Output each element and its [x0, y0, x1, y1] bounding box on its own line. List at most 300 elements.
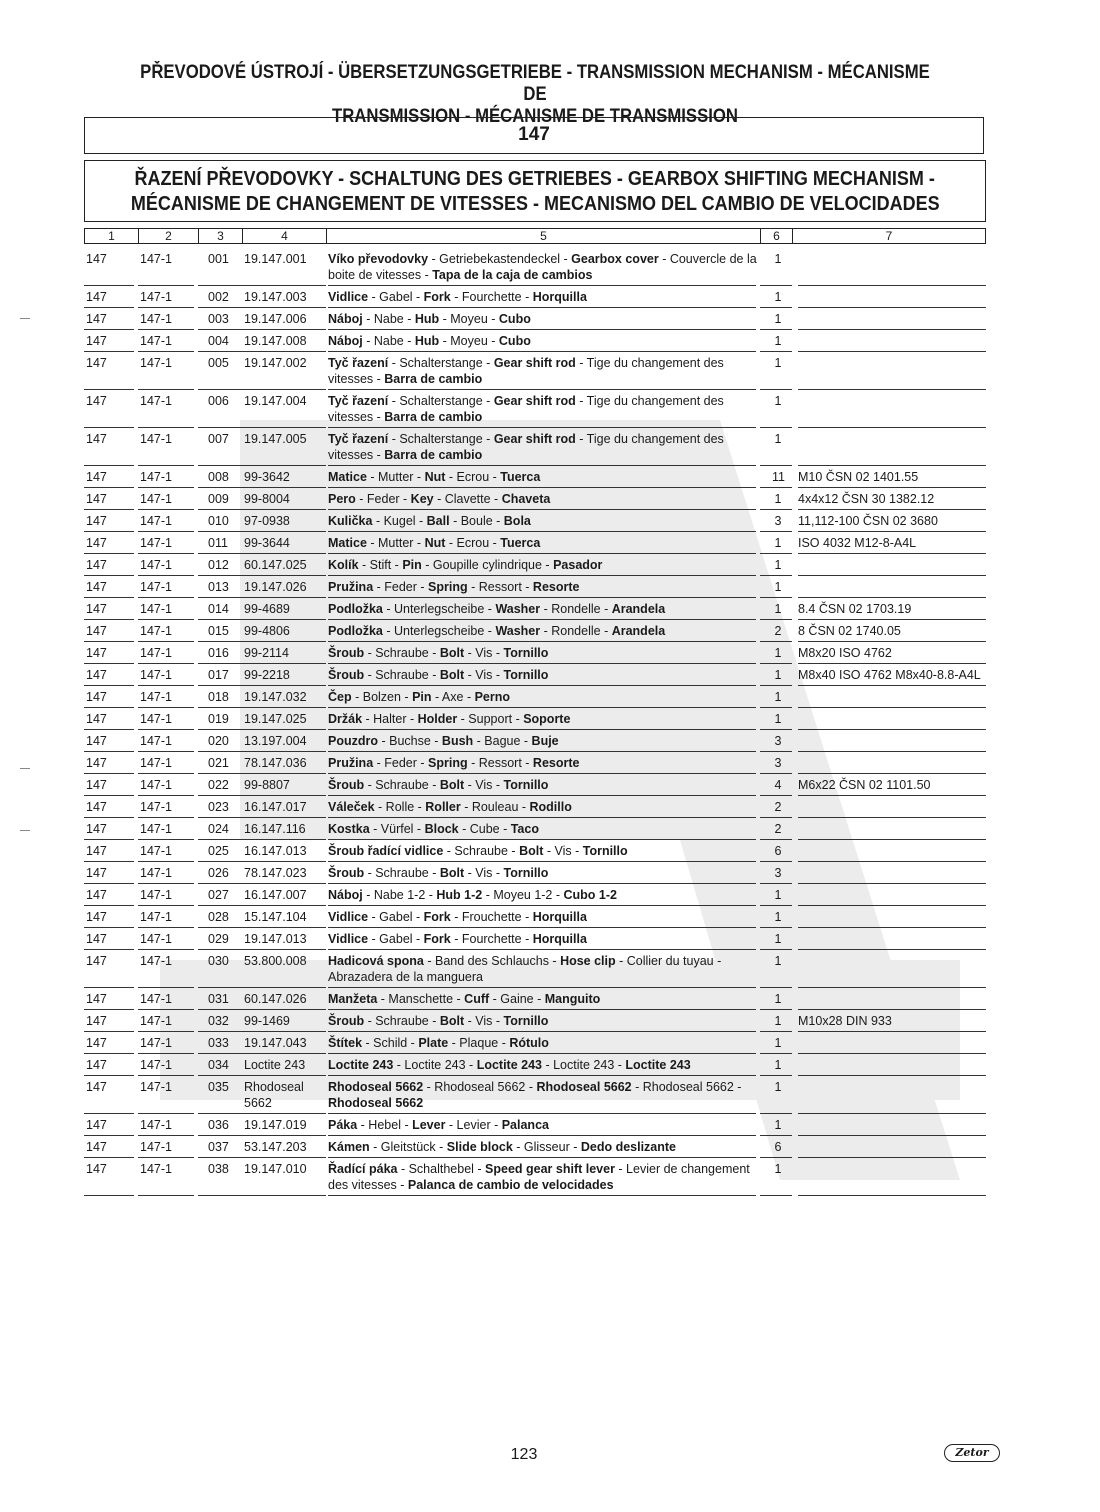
cell-subgroup: 147-1 — [140, 954, 172, 968]
cell-part-number: 15.147.104 — [244, 910, 307, 924]
description-term: - Rhodoseal 5662 - — [631, 1080, 742, 1094]
description-bold-term: Gear shift rod — [493, 394, 576, 408]
description-term: - Tige du changement des vitesses - — [328, 356, 724, 386]
description-bold-term: Pero — [328, 492, 356, 506]
cell-quantity: 2 — [774, 624, 782, 638]
description-bold-term: Hub 1-2 — [436, 888, 483, 902]
cell-note: M10x28 DIN 933 — [798, 1014, 892, 1028]
cell-part-number: 53.800.008 — [244, 954, 307, 968]
cell-description — [328, 289, 758, 305]
description-term: - Unterlegscheibe - — [382, 624, 496, 638]
description-bold-term: Šroub — [328, 866, 365, 880]
description-term: - Feder - — [355, 492, 411, 506]
cell-group: 147 — [86, 252, 107, 266]
cell-note: M10 ČSN 02 1401.55 — [798, 470, 919, 484]
table-row — [84, 988, 986, 1010]
description-bold-term: Barra de cambio — [384, 372, 483, 386]
cell-quantity: 2 — [774, 822, 782, 836]
cell-description — [328, 711, 758, 727]
description-term: - Moyeu - — [439, 312, 499, 326]
cell-quantity: 1 — [774, 646, 782, 660]
cell-part-number: 19.147.008 — [244, 334, 307, 348]
table-row — [84, 1054, 986, 1076]
description-bold-term: Loctite 243 — [476, 1058, 542, 1072]
cell-quantity: 1 — [774, 1118, 782, 1132]
description-bold-term: Šroub řadící vidlice — [328, 844, 444, 858]
cell-quantity: 1 — [774, 1014, 782, 1028]
cell-group: 147 — [86, 646, 107, 660]
description-bold-term: Bush — [441, 734, 474, 748]
row-underline — [798, 1195, 986, 1196]
cell-position: 020 — [208, 734, 229, 748]
cell-group: 147 — [86, 492, 107, 506]
cell-subgroup: 147-1 — [140, 252, 172, 266]
table-row — [84, 950, 986, 988]
cell-group: 147 — [86, 822, 107, 836]
subsection-title-line-2: MÉCANISME DE CHANGEMENT DE VITESSES - MECANISMO DEL CAMBIO DE VELOCIDADES — [130, 193, 940, 215]
description-bold-term: Cuff — [464, 992, 490, 1006]
cell-description — [328, 1079, 758, 1111]
description-term: - Gabel - — [368, 290, 424, 304]
table-row — [84, 708, 986, 730]
cell-part-number: 19.147.019 — [244, 1118, 307, 1132]
description-bold-term: Rótulo — [509, 1036, 549, 1050]
description-term: - Nabe 1-2 - — [362, 888, 437, 902]
cell-quantity: 1 — [774, 558, 782, 572]
cell-group: 147 — [86, 602, 107, 616]
cell-quantity: 1 — [774, 334, 782, 348]
description-term: - Gaine - — [489, 992, 545, 1006]
cell-group: 147 — [86, 888, 107, 902]
cell-group: 147 — [86, 312, 107, 326]
cell-subgroup: 147-1 — [140, 866, 172, 880]
table-row — [84, 818, 986, 840]
table-row — [84, 352, 986, 390]
row-underline — [760, 1195, 792, 1196]
description-bold-term: Pin — [402, 558, 422, 572]
cell-description — [328, 513, 758, 529]
cell-quantity: 1 — [774, 910, 782, 924]
description-term: - Feder - — [373, 580, 429, 594]
description-bold-term: Vidlice — [328, 910, 369, 924]
cell-position: 027 — [208, 888, 229, 902]
cell-description — [328, 311, 758, 327]
description-term: - Schraube - — [364, 668, 440, 682]
table-row — [84, 308, 986, 330]
description-term: - Vis - — [543, 844, 583, 858]
table-row — [84, 928, 986, 950]
cell-subgroup: 147-1 — [140, 712, 172, 726]
description-bold-term: Bolt — [439, 668, 465, 682]
cell-description — [328, 557, 758, 573]
cell-quantity: 4 — [774, 778, 782, 792]
column-header-3: 3 — [199, 229, 243, 243]
cell-part-number: 16.147.007 — [244, 888, 307, 902]
cell-subgroup: 147-1 — [140, 1058, 172, 1072]
cell-quantity: 1 — [774, 312, 782, 326]
cell-position: 003 — [208, 312, 229, 326]
description-bold-term: Tornillo — [582, 844, 628, 858]
description-bold-term: Hub — [414, 312, 440, 326]
description-term: - Glisseur - — [512, 1140, 581, 1154]
cell-position: 014 — [208, 602, 229, 616]
cell-description — [328, 535, 758, 551]
description-bold-term: Tapa de la caja de cambios — [432, 268, 593, 282]
description-term: - Axe - — [431, 690, 475, 704]
cell-subgroup: 147-1 — [140, 646, 172, 660]
cell-subgroup: 147-1 — [140, 888, 172, 902]
cell-part-number: 99-2114 — [244, 646, 289, 660]
cell-note: 11,112-100 ČSN 02 3680 — [798, 514, 938, 528]
description-bold-term: Rhodoseal 5662 — [536, 1080, 632, 1094]
cell-quantity: 3 — [774, 514, 782, 528]
column-header-2: 2 — [139, 229, 199, 243]
description-bold-term: Dedo deslizante — [580, 1140, 677, 1154]
cell-description — [328, 601, 758, 617]
cell-note: M8x20 ISO 4762 — [798, 646, 892, 660]
description-bold-term: Block — [424, 822, 459, 836]
description-bold-term: Pružina — [328, 756, 374, 770]
description-bold-term: Horquilla — [532, 910, 587, 924]
description-term: - Schalterstange - — [388, 432, 494, 446]
description-bold-term: Bolt — [439, 646, 465, 660]
description-term: - Mutter - — [366, 536, 425, 550]
table-row — [84, 576, 986, 598]
cell-position: 030 — [208, 954, 229, 968]
cell-description — [328, 755, 758, 771]
cell-group: 147 — [86, 800, 107, 814]
description-term: - Tige du changement des vitesses - — [328, 432, 724, 462]
cell-group: 147 — [86, 690, 107, 704]
cell-subgroup: 147-1 — [140, 580, 172, 594]
table-row — [84, 1010, 986, 1032]
cell-group: 147 — [86, 536, 107, 550]
cell-part-number: 99-3644 — [244, 536, 290, 550]
cell-position: 010 — [208, 514, 229, 528]
cell-quantity: 1 — [774, 492, 782, 506]
table-row — [84, 884, 986, 906]
cell-part-number: 53.147.203 — [244, 1140, 307, 1154]
description-term: - Halter - — [362, 712, 418, 726]
description-term: - Schraube - — [364, 1014, 440, 1028]
description-term: - Couvercle de la boite de vitesses - — [328, 252, 757, 282]
description-term: - Vis - — [464, 1014, 504, 1028]
table-row — [84, 774, 986, 796]
description-bold-term: Cubo — [498, 312, 531, 326]
cell-group: 147 — [86, 1162, 107, 1176]
cell-part-number: 19.147.001 — [244, 252, 307, 266]
cell-description — [328, 991, 758, 1007]
subsection-title-box — [84, 160, 986, 222]
cell-part-number: 99-4806 — [244, 624, 290, 638]
zetor-logo — [944, 1444, 1000, 1462]
description-term: - Tige du changement des vitesses - — [328, 394, 724, 424]
cell-description — [328, 887, 758, 903]
cell-subgroup: 147-1 — [140, 1036, 172, 1050]
description-term: - Hebel - — [357, 1118, 413, 1132]
cell-part-number: 19.147.026 — [244, 580, 307, 594]
description-bold-term: Tyč řazení — [328, 356, 389, 370]
table-row — [84, 686, 986, 708]
cell-group: 147 — [86, 844, 107, 858]
description-bold-term: Lever — [412, 1118, 446, 1132]
cell-position: 005 — [208, 356, 229, 370]
description-bold-term: Tuerca — [500, 536, 541, 550]
description-term: - Schalterstange - — [388, 394, 494, 408]
cell-quantity: 1 — [774, 536, 782, 550]
description-term: - Frouchette - — [450, 910, 533, 924]
table-row — [84, 752, 986, 774]
description-bold-term: Podložka — [328, 602, 383, 616]
description-bold-term: Šroub — [328, 1014, 365, 1028]
cell-note: ISO 4032 M12-8-A4L — [798, 536, 917, 550]
description-term: - Bague - — [473, 734, 532, 748]
page-title-line-1: PŘEVODOVÉ ÚSTROJÍ - ÜBERSETZUNGSGETRIEBE - TRANSMISSION MECHANISM - MÉCANISME DE — [140, 62, 930, 105]
description-bold-term: Náboj — [328, 312, 363, 326]
cell-quantity: 1 — [774, 712, 782, 726]
cell-group: 147 — [86, 910, 107, 924]
table-row — [84, 510, 986, 532]
cell-position: 021 — [208, 756, 229, 770]
cell-quantity: 6 — [774, 844, 782, 858]
description-bold-term: Ball — [426, 514, 450, 528]
cell-position: 025 — [208, 844, 229, 858]
description-term: - Moyeu - — [439, 334, 499, 348]
table-row — [84, 1114, 986, 1136]
description-term: - Schraube - — [364, 866, 440, 880]
cell-description — [328, 1139, 758, 1155]
cell-subgroup: 147-1 — [140, 1118, 172, 1132]
table-row — [84, 1076, 986, 1114]
description-term: - Schraube - — [364, 646, 440, 660]
cell-group: 147 — [86, 394, 107, 408]
cell-quantity: 1 — [774, 252, 782, 266]
description-term: - Loctite 243 - — [393, 1058, 477, 1072]
description-bold-term: Spring — [428, 756, 468, 770]
description-term: - Schraube - — [364, 778, 440, 792]
cell-part-number: 99-1469 — [244, 1014, 290, 1028]
cell-description — [328, 431, 758, 463]
cell-group: 147 — [86, 734, 107, 748]
description-bold-term: Pružina — [328, 580, 374, 594]
cell-description — [328, 393, 758, 425]
cell-description — [328, 953, 758, 985]
cell-description — [328, 251, 758, 283]
description-term: - Gabel - — [368, 932, 424, 946]
cell-description — [328, 355, 758, 387]
cell-group: 147 — [86, 514, 107, 528]
description-bold-term: Vidlice — [328, 290, 369, 304]
cell-part-number: 19.147.013 — [244, 932, 307, 946]
cell-quantity: 1 — [774, 932, 782, 946]
description-bold-term: Barra de cambio — [384, 410, 483, 424]
cell-group: 147 — [86, 290, 107, 304]
description-bold-term: Nut — [424, 470, 446, 484]
cell-quantity: 1 — [774, 954, 782, 968]
table-row — [84, 642, 986, 664]
cell-part-number: 13.197.004 — [244, 734, 307, 748]
cell-subgroup: 147-1 — [140, 1140, 172, 1154]
cell-quantity: 3 — [774, 866, 782, 880]
description-bold-term: Speed gear shift lever — [485, 1162, 615, 1176]
description-term: - Ecrou - — [445, 536, 501, 550]
cell-group: 147 — [86, 932, 107, 946]
cell-subgroup: 147-1 — [140, 536, 172, 550]
description-bold-term: Vidlice — [328, 932, 369, 946]
description-bold-term: Šroub — [328, 646, 365, 660]
cell-quantity: 1 — [774, 1036, 782, 1050]
description-bold-term: Pasador — [553, 558, 603, 572]
column-header-4: 4 — [243, 229, 327, 243]
description-bold-term: Podložka — [328, 624, 383, 638]
cell-part-number: 16.147.116 — [244, 822, 306, 836]
description-bold-term: Chaveta — [501, 492, 551, 506]
description-term: - Cube - — [458, 822, 511, 836]
cell-group: 147 — [86, 580, 107, 594]
cell-group: 147 — [86, 1118, 107, 1132]
cell-part-number: 19.147.004 — [244, 394, 307, 408]
cell-group: 147 — [86, 558, 107, 572]
margin-mark — [20, 830, 30, 831]
cell-position: 019 — [208, 712, 229, 726]
cell-group: 147 — [86, 1014, 107, 1028]
margin-mark — [20, 318, 30, 319]
cell-position: 034 — [208, 1058, 229, 1072]
cell-part-number: 99-4689 — [244, 602, 290, 616]
cell-subgroup: 147-1 — [140, 822, 172, 836]
description-term: - Vürfel - — [369, 822, 425, 836]
description-term: - Rondelle - — [540, 624, 612, 638]
cell-part-number: Loctite 243 — [244, 1058, 306, 1072]
table-row — [84, 598, 986, 620]
description-term: - Schalthebel - — [397, 1162, 486, 1176]
cell-description — [328, 1057, 758, 1073]
parts-table — [84, 248, 986, 1196]
description-bold-term: Tornillo — [503, 778, 549, 792]
cell-part-number: 19.147.002 — [244, 356, 307, 370]
cell-group: 147 — [86, 1058, 107, 1072]
row-underline — [198, 1195, 242, 1196]
cell-position: 033 — [208, 1036, 229, 1050]
description-bold-term: Tornillo — [503, 668, 549, 682]
cell-subgroup: 147-1 — [140, 602, 172, 616]
description-term: - Plaque - — [448, 1036, 510, 1050]
page-title-line-2: TRANSMISSION - MÉCANISME DE TRANSMISSION — [332, 106, 738, 127]
description-term: - Schalterstange - — [388, 356, 494, 370]
cell-description — [328, 799, 758, 815]
cell-description — [328, 1117, 758, 1133]
column-header-7: 7 — [885, 229, 893, 243]
description-bold-term: Bola — [503, 514, 531, 528]
description-term: - Boule - — [449, 514, 504, 528]
cell-group: 147 — [86, 668, 107, 682]
description-bold-term: Roller — [425, 800, 461, 814]
description-term: - Vis - — [464, 668, 504, 682]
table-row — [84, 796, 986, 818]
cell-position: 001 — [208, 252, 229, 266]
cell-group: 147 — [86, 954, 107, 968]
description-bold-term: Kámen — [328, 1140, 370, 1154]
table-row — [84, 488, 986, 510]
column-header-row — [84, 228, 986, 244]
cell-part-number: 19.147.043 — [244, 1036, 307, 1050]
cell-description — [328, 579, 758, 595]
description-bold-term: Resorte — [532, 756, 580, 770]
description-term: - Clavette - — [433, 492, 502, 506]
description-bold-term: Hub — [414, 334, 440, 348]
cell-subgroup: 147-1 — [140, 1080, 172, 1094]
row-underline — [138, 1195, 194, 1196]
description-term: - Loctite 243 - — [542, 1058, 626, 1072]
description-term: - Mutter - — [366, 470, 425, 484]
description-term: - Nabe - — [362, 312, 415, 326]
cell-note: 4x4x12 ČSN 30 1382.12 — [798, 492, 935, 506]
description-bold-term: Slide block — [446, 1140, 513, 1154]
description-bold-term: Arandela — [611, 624, 666, 638]
cell-part-number: 19.147.032 — [244, 690, 307, 704]
cell-quantity: 1 — [774, 690, 782, 704]
margin-mark — [20, 768, 30, 769]
description-bold-term: Pouzdro — [328, 734, 378, 748]
description-term: - Schraube - — [443, 844, 520, 858]
description-term: - Getriebekastendeckel - — [428, 252, 572, 266]
description-bold-term: Palanca de cambio de velocidades — [407, 1178, 614, 1192]
description-bold-term: Key — [410, 492, 434, 506]
description-term: - Collier du tuyau - Abrazadera de la manguera — [328, 954, 722, 984]
description-term: - Moyeu 1-2 - — [482, 888, 564, 902]
cell-quantity: 1 — [774, 580, 782, 594]
cell-position: 008 — [208, 470, 229, 484]
cell-quantity: 2 — [774, 800, 782, 814]
cell-part-number: 19.147.005 — [244, 432, 307, 446]
cell-position: 035 — [208, 1080, 229, 1094]
description-bold-term: Tornillo — [503, 1014, 549, 1028]
table-row — [84, 730, 986, 752]
description-term: - Support - — [457, 712, 524, 726]
subsection-title-line-1: ŘAZENÍ PŘEVODOVKY - SCHALTUNG DES GETRIEBES - GEARBOX SHIFTING MECHANISM - — [134, 168, 936, 190]
description-bold-term: Šroub — [328, 668, 365, 682]
description-bold-term: Páka — [328, 1118, 358, 1132]
table-row — [84, 840, 986, 862]
description-bold-term: Cubo 1-2 — [563, 888, 617, 902]
cell-position: 006 — [208, 394, 229, 408]
cell-quantity: 1 — [774, 290, 782, 304]
description-bold-term: Loctite 243 — [328, 1058, 394, 1072]
cell-subgroup: 147-1 — [140, 394, 172, 408]
cell-subgroup: 147-1 — [140, 558, 172, 572]
cell-subgroup: 147-1 — [140, 778, 172, 792]
cell-description — [328, 623, 758, 639]
description-bold-term: Náboj — [328, 334, 363, 348]
table-row — [84, 862, 986, 884]
description-bold-term: Bolt — [439, 866, 465, 880]
cell-group: 147 — [86, 778, 107, 792]
cell-position: 031 — [208, 992, 229, 1006]
description-term: - Feder - — [373, 756, 429, 770]
description-bold-term: Tuerca — [500, 470, 541, 484]
cell-part-number: 16.147.013 — [244, 844, 307, 858]
cell-quantity: 1 — [774, 1162, 782, 1176]
section-number-box — [84, 117, 984, 154]
cell-subgroup: 147-1 — [140, 1162, 172, 1176]
description-term: - Vis - — [464, 778, 504, 792]
cell-position: 032 — [208, 1014, 229, 1028]
description-bold-term: Štítek — [328, 1036, 363, 1050]
cell-description — [328, 1013, 758, 1029]
cell-description — [328, 491, 758, 507]
description-term: - Vis - — [464, 866, 504, 880]
cell-group: 147 — [86, 356, 107, 370]
